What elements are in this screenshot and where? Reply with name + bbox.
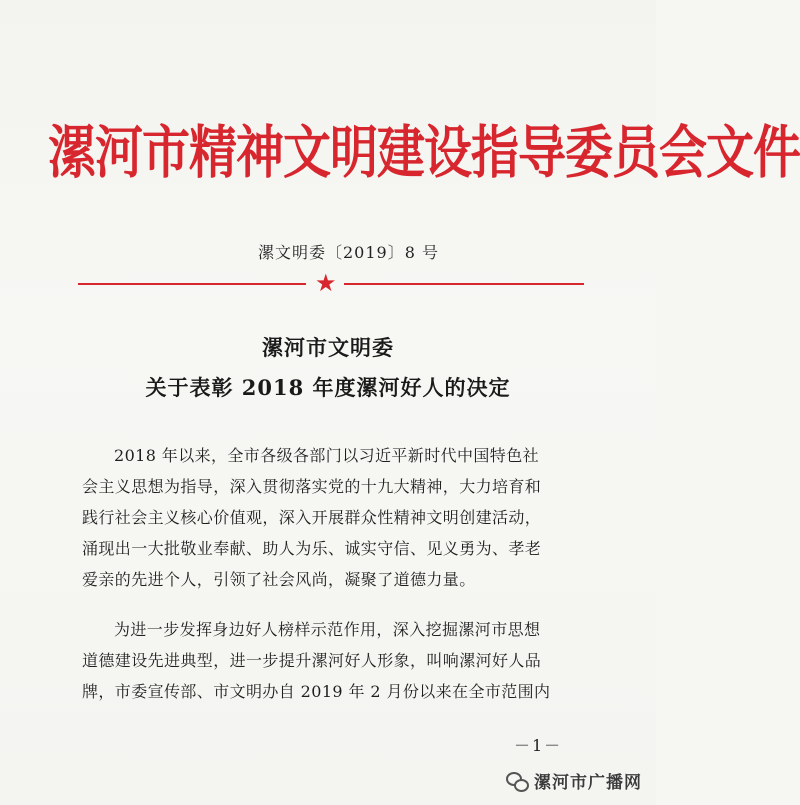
red-divider-right xyxy=(344,283,584,285)
watermark-text: 漯河市广播网 xyxy=(534,773,642,793)
paragraph-line: 牌，市委宣传部、市文明办自 2019 年 2 月份以来在全市范围内 xyxy=(82,682,551,701)
star-icon: ★ xyxy=(315,269,337,297)
bleed-through-text xyxy=(40,22,620,106)
paragraph-line: 会主义思想为指导，深入贯彻落实党的十九大精神，大力培育和 xyxy=(82,477,542,496)
paragraph-line: 2018 年以来，全市各级各部门以习近平新时代中国特色社 xyxy=(114,446,540,465)
paragraph-1 xyxy=(82,440,580,595)
page-number: －1－ xyxy=(514,736,563,755)
paragraph-line: 涌现出一大批敬业奉献、助人为乐、诚实守信、见义勇为、孝老 xyxy=(82,539,542,558)
paragraph-line: 爱亲的先进个人，引领了社会风尚，凝聚了道德力量。 xyxy=(82,570,476,589)
paragraph-line: 践行社会主义核心价值观，深入开展群众性精神文明创建活动， xyxy=(82,508,542,527)
document-title-line1: 漯河市文明委 xyxy=(262,335,394,360)
paragraph-line: 道德建设先进典型，进一步提升漯河好人形象，叫响漯河好人品 xyxy=(82,651,542,670)
wechat-icon xyxy=(506,770,528,792)
document-number: 漯文明委〔2019〕8 号 xyxy=(258,243,439,262)
document-header-title: 漯河市精神文明建设指导委员会文件 xyxy=(48,119,800,187)
paragraph-2 xyxy=(82,614,580,707)
red-divider-left xyxy=(78,283,306,285)
document-title-line2: 关于表彰 2018 年度漯河好人的决定 xyxy=(145,375,511,400)
paragraph-line: 为进一步发挥身边好人榜样示范作用，深入挖掘漯河市思想 xyxy=(114,620,541,639)
watermark xyxy=(506,768,642,793)
